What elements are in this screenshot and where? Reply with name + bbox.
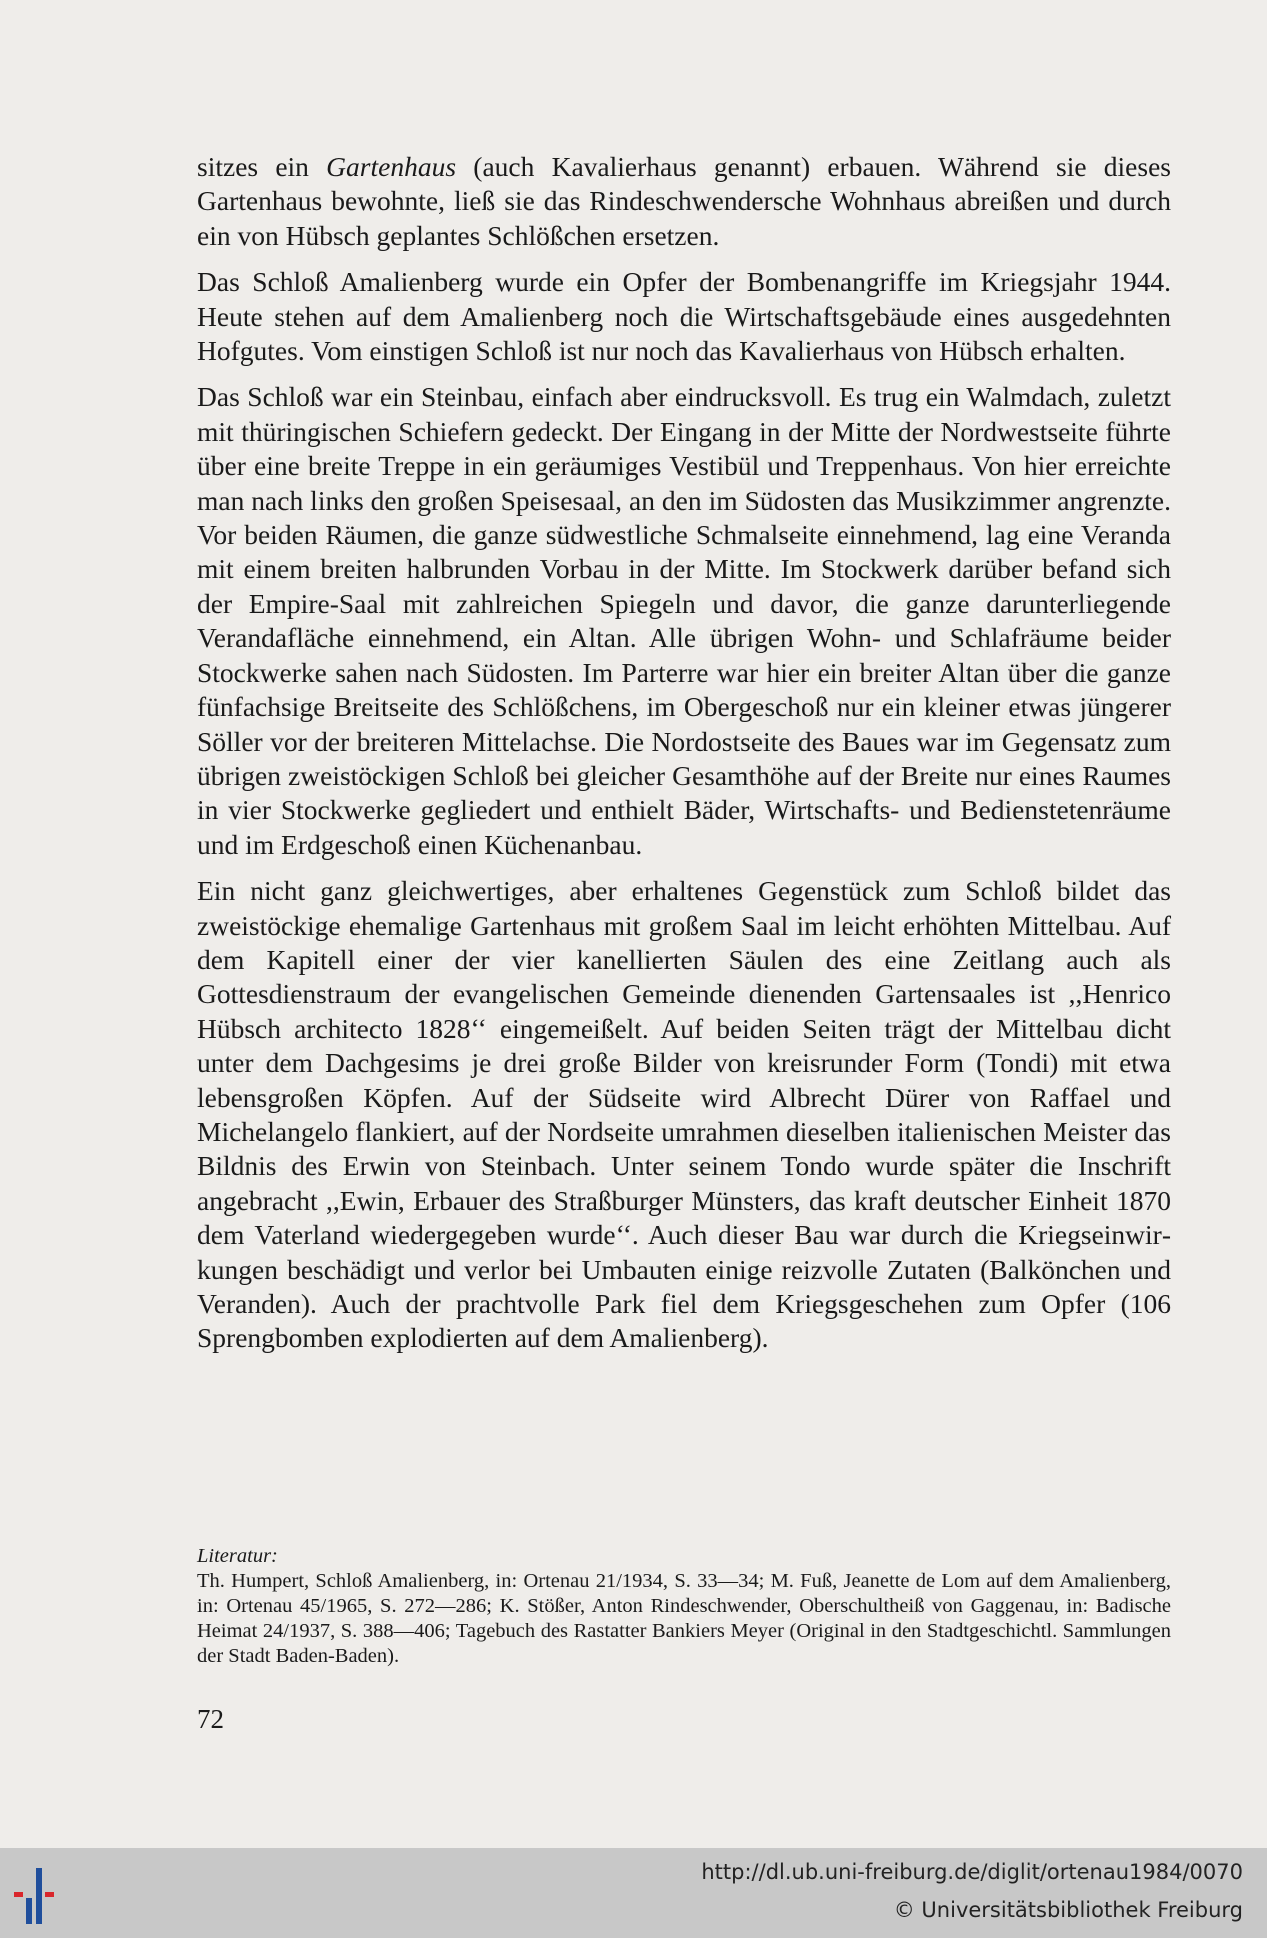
page-number: 72 xyxy=(197,1704,224,1734)
paragraph-1 xyxy=(197,150,1171,253)
paragraph-1-text-end: (auch Kavalierhaus genannt) erbauen. Während sie dieses Gartenhaus bewohnte, ließ sie das Rindeschwendersche Wohnhaus abreißen und durch ein von Hübsch geplantes Schlößchen ersetzen. xyxy=(197,151,1171,251)
literature-section xyxy=(197,1544,1171,1669)
paragraph-1-text-start: sitzes ein xyxy=(197,151,327,182)
paragraph-4: Ein nicht ganz gleichwertiges, aber erhaltenes Gegenstück zum Schloß bildet das zweistöckige ehemalige Gartenhaus mit großem Saal im leicht erhöhten Mittelbau. Auf dem Kapitell einer der vier kanellierten Säulen des eine Zeitlang auch als Gottesdienstraum der evangelischen Gemeinde dienenden Gartensaales ist ,,Henrico Hübsch architecto 1828‘‘ eingemeißelt. Auf beiden Seiten trägt der Mittelbau dicht unter dem Dachgesims je drei große Bilder von kreisrunder Form (Tondi) mit etwa lebensgroßen Köpfen. Auf der Südseite wird Albrecht Dürer von Raffael und Michelangelo flankiert, auf der Nordseite umrahmen dieselben italienischen Meister das Bildnis des Erwin von Steinbach. Unter seinem Tondo wurde später die Inschrift angebracht ,,Ewin, Erbauer des Straßburger Münsters, das kraft deutscher Einheit 1870 dem Vaterland wiedergegeben wurde‘‘. Auch dieser Bau war durch die Kriegseinwirkungen beschädigt und verlor bei Umbauten einige reizvolle Zutaten (Balkönchen und Veranden). Auch der prachtvolle Park fiel dem Kriegsgeschehen zum Opfer (106 Sprengbomben explodierten auf dem Amalienberg). xyxy=(197,875,1171,1354)
literature-heading: Literatur: xyxy=(197,1545,278,1567)
paragraph-2: Das Schloß Amalienberg wurde ein Opfer der Bombenangriffe im Kriegsjahr 1944. Heute stehen auf dem Amalienberg noch die Wirtschaftsgebäude eines ausgedehnten Hofgutes. Vom einstigen Schloß ist nur noch das Kavalierhaus von Hübsch erhalten. xyxy=(197,266,1171,367)
paragraph-3: Das Schloß war ein Steinbau, einfach aber eindrucksvoll. Es trug ein Walmdach, zuletzt mit thüringischen Schiefern gedeckt. Der Eingang in der Mitte der Nordwestseite führte über eine breite Treppe in ein geräumiges Vestibül und Treppenhaus. Von hier erreichte man nach links den großen Speisesaal, an den im Südosten das Musikzimmer angrenzte. Vor beiden Räumen, die ganze südwestliche Schmalseite einnehmend, lag eine Veranda mit einem breiten halbrunden Vorbau in der Mitte. Im Stockwerk darüber befand sich der Empire-Saal mit zahlreichen Spiegeln und davor, die ganze darunterliegende Verandafläche einnehmend, ein Altan. Alle übrigen Wohn- und Schlafräume beider Stockwerke sahen nach Südosten. Im Parterre war hier ein breiter Altan über die ganze fünfachsige Breitseite des Schlößchens, im Obergeschoß nur ein kleiner etwas jüngerer Söller vor der breiteren Mittelachse. Die Nordostseite des Baues war im Gegensatz zum übrigen zweistöckigen Schloß bei gleicher Gesamthöhe auf der Breite nur eines Raumes in vier Stockwerke gegliedert und enthielt Bäder, Wirtschafts- und Bedienstetenräume und im Erdgeschoß einen Küchenanbau. xyxy=(197,381,1171,860)
literature-references: Th. Humpert, Schloß Amalienberg, in: Ortenau 21/1934, S. 33—34; M. Fuß, Jeanette de Lom auf dem Amalienberg, in: Ortenau 45/1965, S. 272—286; K. Stößer, Anton Rindeschwender, Oberschultheiß von Gaggenau, in: Badische Heimat 24/1937, S. 388—406; Tagebuch des Rastatter Bankiers Meyer (Original in den Stadtgeschichtl. Sammlungen der Stadt Baden-Baden). xyxy=(197,1570,1171,1667)
footer-bar xyxy=(0,1848,1267,1938)
copyright-text: © Universitätsbibliothek Freiburg xyxy=(893,1898,1243,1922)
paragraph-1-italic-term: Gartenhaus xyxy=(326,151,457,182)
source-url-link[interactable]: http://dl.ub.uni-freiburg.de/diglit/ortenau1984/0070 xyxy=(701,1860,1243,1884)
body-text xyxy=(197,150,1171,1368)
ub-freiburg-logo-icon xyxy=(14,1868,84,1924)
